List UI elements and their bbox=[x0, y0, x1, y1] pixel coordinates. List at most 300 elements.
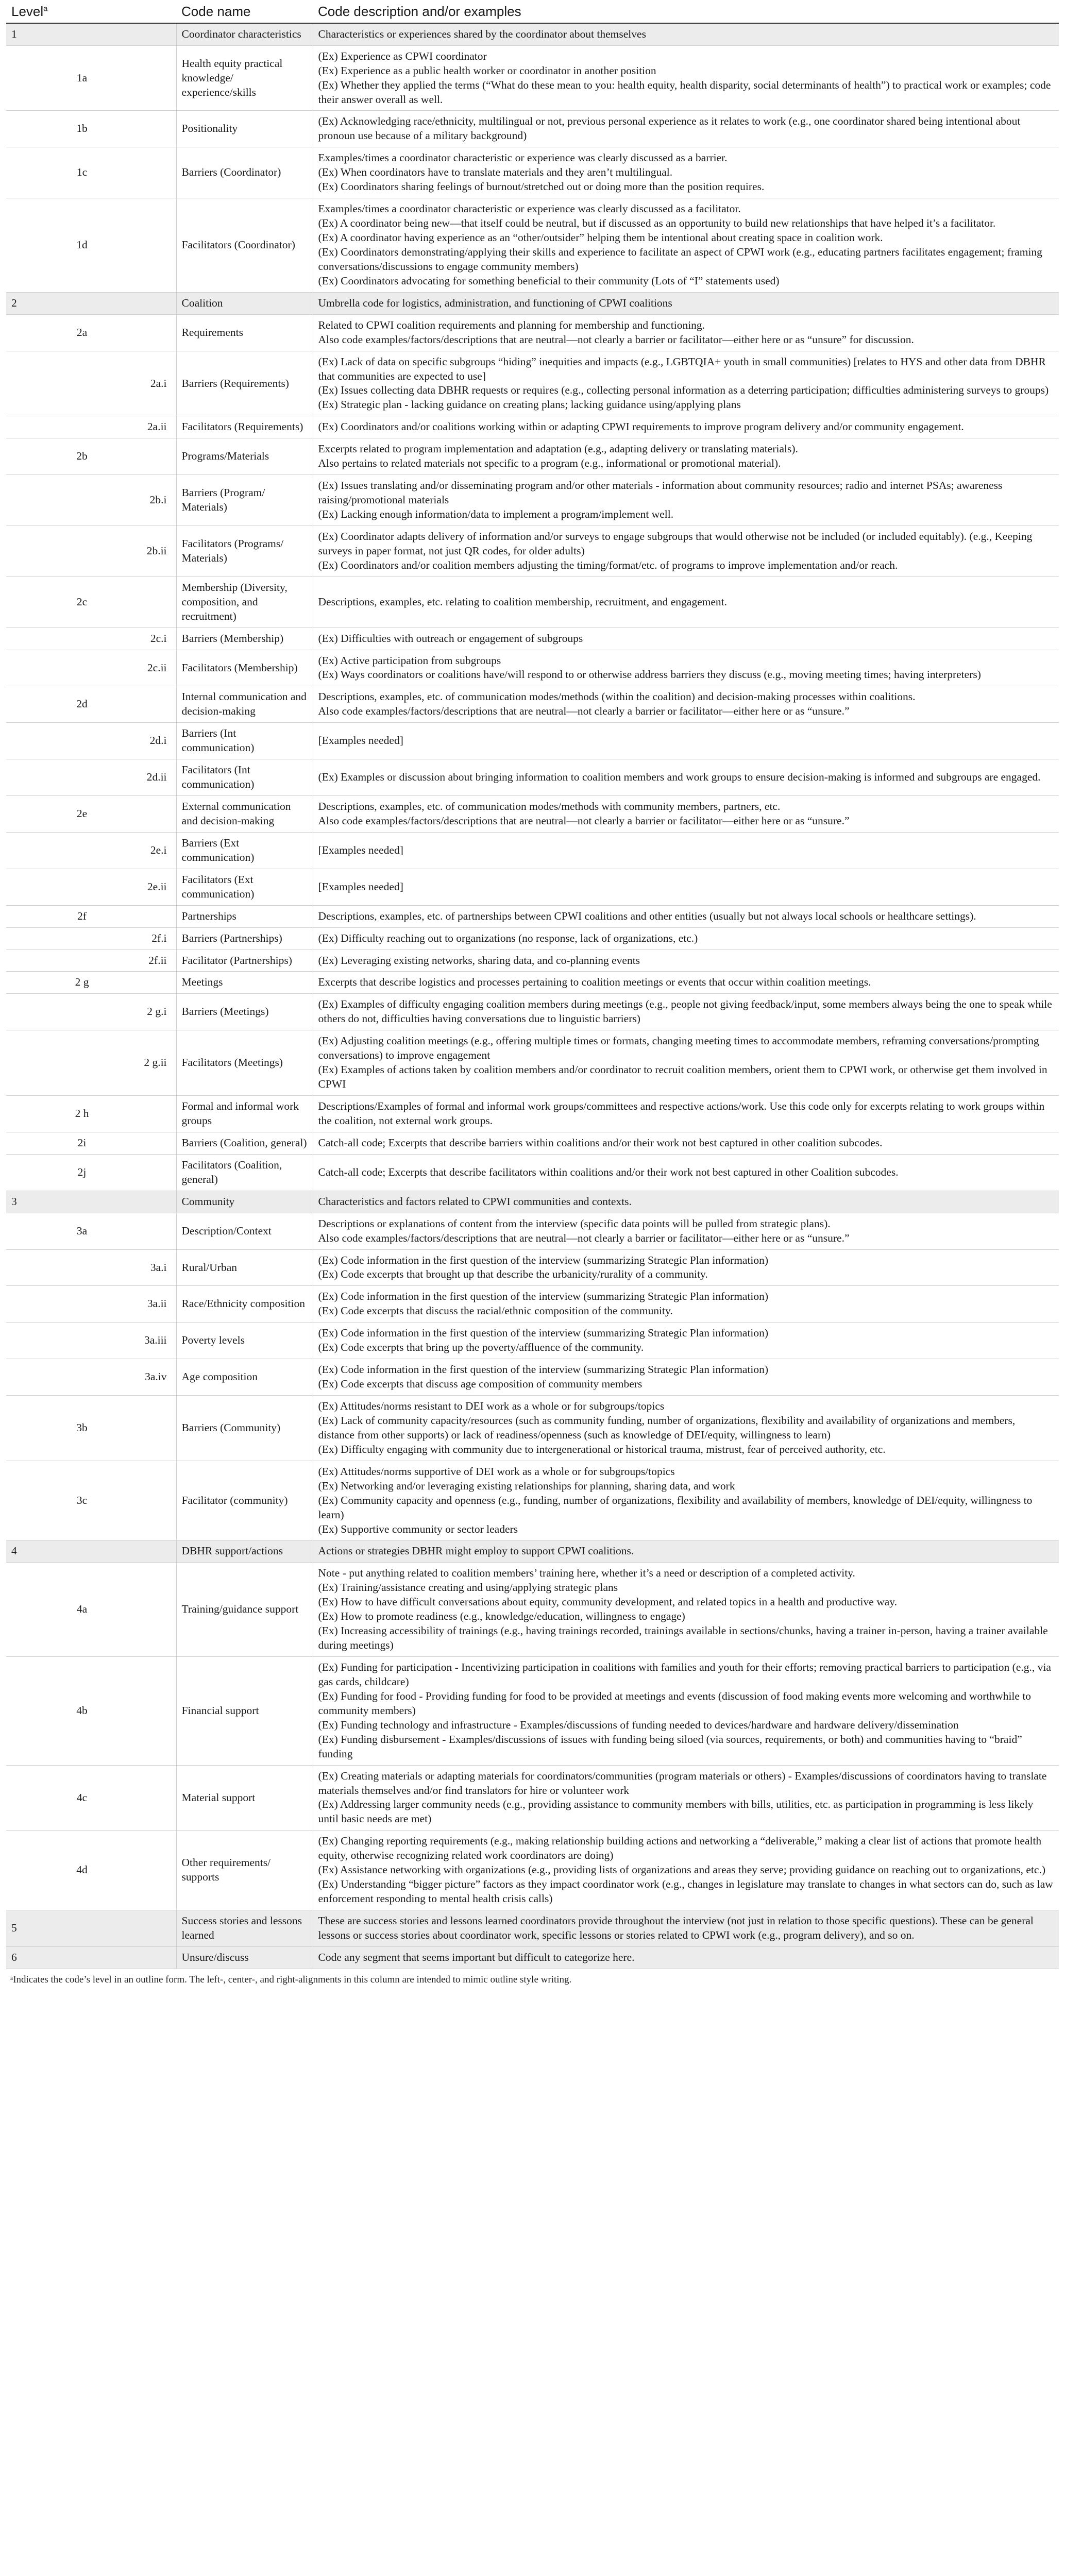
table-row bbox=[6, 1359, 1059, 1396]
code-name-cell: Health equity practical knowledge/ experience/skills bbox=[176, 45, 313, 111]
level-2-cell: 2d bbox=[56, 686, 108, 723]
level-2-cell: 3b bbox=[56, 1396, 108, 1461]
code-name-cell: Positionality bbox=[176, 111, 313, 147]
code-name-cell: Formal and informal work groups bbox=[176, 1096, 313, 1132]
code-description-cell bbox=[313, 950, 1059, 972]
code-description-cell bbox=[313, 1286, 1059, 1323]
level-3-cell: 2f.ii bbox=[108, 950, 176, 972]
code-name-cell: Other requirements/ supports bbox=[176, 1831, 313, 1910]
code-description-cell bbox=[313, 628, 1059, 650]
description-line: [Examples needed] bbox=[318, 880, 403, 893]
level-1-cell bbox=[6, 1765, 56, 1831]
description-line: (Ex) Coordinators sharing feelings of burnout/stretched out or doing more than the position requires. bbox=[318, 180, 765, 193]
level-2-cell: 4b bbox=[56, 1657, 108, 1766]
level-1-cell bbox=[6, 1132, 56, 1154]
description-line: (Ex) Issues translating and/or disseminating program and/or other materials - information about community resources; radio and internet PSAs; awareness raising/promotional materials bbox=[318, 479, 1003, 506]
level-3-cell bbox=[108, 577, 176, 628]
code-description-cell bbox=[313, 927, 1059, 950]
table-row bbox=[6, 1765, 1059, 1831]
description-line: (Ex) Code excerpts that brought up that describe the urbanicity/rurality of a community. bbox=[318, 1268, 708, 1281]
code-name-cell: Facilitator (community) bbox=[176, 1461, 313, 1540]
code-description-cell bbox=[313, 686, 1059, 723]
code-description-cell bbox=[313, 292, 1059, 314]
level-1-cell bbox=[6, 686, 56, 723]
level-3-cell bbox=[108, 147, 176, 198]
description-line: (Ex) Examples of actions taken by coalition members and/or coordinator to recruit coalition members, orient them to CPWI work, or otherwise get them involved in CPWI bbox=[318, 1063, 1047, 1091]
code-name-cell: Barriers (Requirements) bbox=[176, 351, 313, 416]
level-1-cell bbox=[6, 1657, 56, 1766]
level-3-cell: 2e.i bbox=[108, 832, 176, 869]
description-line: (Ex) Assistance networking with organizations (e.g., providing lists of organizations and areas they serve; providing guidance on reaching out to organizations, etc.) bbox=[318, 1863, 1046, 1876]
level-3-cell bbox=[108, 796, 176, 833]
header-code-name: Code name bbox=[176, 0, 313, 23]
description-line: Also code examples/factors/descriptions that are neutral—not clearly a barrier or facilitator—either here or as “unsure” for discussion. bbox=[318, 333, 914, 346]
code-description-cell bbox=[313, 1765, 1059, 1831]
description-line: (Ex) Increasing accessibility of trainings (e.g., having trainings recorded, trainings available in sections/chunks, having a trainer in-person, having a trainer available during meetings) bbox=[318, 1624, 1048, 1652]
level-2-cell: 1a bbox=[56, 45, 108, 111]
description-line: (Ex) Code information in the first question of the interview (summarizing Strategic Plan information) bbox=[318, 1253, 769, 1266]
level-1-cell bbox=[6, 832, 56, 869]
level-3-cell bbox=[108, 23, 176, 45]
description-line: (Ex) Community capacity and openness (e.g., funding, number of organizations, flexibility and availability of members, knowledge of DEI/equity, willingness to learn) bbox=[318, 1494, 1033, 1521]
level-3-cell bbox=[108, 198, 176, 293]
level-2-cell bbox=[56, 292, 108, 314]
code-description-cell bbox=[313, 1132, 1059, 1154]
level-1-cell bbox=[6, 314, 56, 351]
description-line: Catch-all code; Excerpts that describe barriers within coalitions and/or their work not best captured in other coalition subcodes. bbox=[318, 1136, 883, 1149]
description-line: (Ex) Coordinators and/or coalition members adjusting the timing/format/etc. of programs to improve implementation and/or reach. bbox=[318, 558, 898, 571]
description-line: Descriptions, examples, etc. of communication modes/methods (within the coalition) and decision-making processes within coalitions. bbox=[318, 690, 916, 703]
level-2-cell bbox=[56, 1323, 108, 1359]
code-name-cell: Facilitators (Requirements) bbox=[176, 416, 313, 438]
level-3-cell: 2b.i bbox=[108, 475, 176, 526]
level-3-cell: 2c.ii bbox=[108, 650, 176, 686]
code-name-cell: Barriers (Coalition, general) bbox=[176, 1132, 313, 1154]
description-line: Descriptions, examples, etc. of partnerships between CPWI coalitions and other entities (usually but not always local schools or healthcare settings). bbox=[318, 909, 976, 922]
level-2-cell: 3a bbox=[56, 1213, 108, 1249]
code-name-cell: Facilitators (Int communication) bbox=[176, 759, 313, 796]
level-1-cell bbox=[6, 438, 56, 475]
level-2-cell bbox=[56, 628, 108, 650]
description-line: (Ex) Experience as CPWI coordinator bbox=[318, 49, 487, 62]
level-1-cell bbox=[6, 628, 56, 650]
code-name-cell: Material support bbox=[176, 1765, 313, 1831]
code-name-cell: External communication and decision-making bbox=[176, 796, 313, 833]
description-line: (Ex) Difficulties with outreach or engagement of subgroups bbox=[318, 632, 583, 645]
description-line: These are success stories and lessons learned coordinators provide throughout the interview (not just in relation to those specific questions). These can be general lessons or success stories about coordinator work, specific lessons or stories related to CPWI work (e.g., program delivery), and so on. bbox=[318, 1914, 1034, 1941]
level-3-cell bbox=[108, 1132, 176, 1154]
table-row bbox=[6, 1946, 1059, 1969]
description-line: (Ex) Networking and/or leveraging existing relationships for planning, sharing data, and work bbox=[318, 1479, 735, 1492]
codebook-table bbox=[6, 0, 1059, 1969]
code-name-cell: Success stories and lessons learned bbox=[176, 1910, 313, 1947]
table-row bbox=[6, 351, 1059, 416]
table-row bbox=[6, 723, 1059, 759]
table-row bbox=[6, 759, 1059, 796]
level-3-cell bbox=[108, 1831, 176, 1910]
level-3-cell bbox=[108, 1910, 176, 1947]
table-row bbox=[6, 416, 1059, 438]
code-description-cell bbox=[313, 1657, 1059, 1766]
description-line: Characteristics and factors related to CPWI communities and contexts. bbox=[318, 1195, 632, 1208]
code-description-cell bbox=[313, 905, 1059, 927]
level-3-cell bbox=[108, 111, 176, 147]
table-header bbox=[6, 0, 1059, 23]
level-2-cell bbox=[56, 1191, 108, 1213]
description-line: (Ex) How to promote readiness (e.g., knowledge/education, willingness to engage) bbox=[318, 1610, 685, 1623]
description-line: (Ex) Issues collecting data DBHR requests or requires (e.g., collecting personal information as a deterring participation; difficulties administering surveys to groups) bbox=[318, 384, 1049, 397]
description-line: (Ex) Acknowledging race/ethnicity, multilingual or not, previous personal experience as it relates to work (e.g., one coordinator shared being intentional about pronoun use because of a military background) bbox=[318, 115, 1021, 142]
level-2-cell: 4c bbox=[56, 1765, 108, 1831]
code-name-cell: Facilitators (Ext communication) bbox=[176, 869, 313, 905]
description-line: (Ex) Coordinators and/or coalitions working within or adapting CPWI requirements to improve program delivery and/or community engagement. bbox=[318, 420, 964, 433]
level-3-cell bbox=[108, 1096, 176, 1132]
code-description-cell bbox=[313, 1563, 1059, 1657]
level-1-cell: 3 bbox=[6, 1191, 56, 1213]
level-1-cell bbox=[6, 1030, 56, 1096]
code-description-cell bbox=[313, 796, 1059, 833]
description-line: Characteristics or experiences shared by the coordinator about themselves bbox=[318, 27, 646, 40]
level-2-cell: 2j bbox=[56, 1154, 108, 1191]
level-2-cell bbox=[56, 526, 108, 577]
level-1-cell bbox=[6, 1249, 56, 1286]
table-row bbox=[6, 628, 1059, 650]
level-2-cell bbox=[56, 950, 108, 972]
level-2-cell bbox=[56, 1249, 108, 1286]
description-line: (Ex) Code excerpts that discuss age composition of community members bbox=[318, 1378, 643, 1391]
description-line: (Ex) Supportive community or sector leaders bbox=[318, 1522, 518, 1535]
description-line: (Ex) Leveraging existing networks, sharing data, and co-planning events bbox=[318, 954, 640, 967]
description-line: (Ex) Code excerpts that discuss the racial/ethnic composition of the community. bbox=[318, 1304, 673, 1317]
level-2-cell: 4d bbox=[56, 1831, 108, 1910]
code-description-cell bbox=[313, 1540, 1059, 1563]
description-line: (Ex) Adjusting coalition meetings (e.g., offering multiple times or formats, changing meeting times to accommodate members, reframing conversations/prompting conversations) to improve engagement bbox=[318, 1035, 1039, 1062]
code-description-cell bbox=[313, 1946, 1059, 1969]
description-line: (Ex) Code excerpts that bring up the poverty/affluence of the community. bbox=[318, 1341, 644, 1354]
table-row bbox=[6, 45, 1059, 111]
level-1-cell: 4 bbox=[6, 1540, 56, 1563]
code-name-cell: DBHR support/actions bbox=[176, 1540, 313, 1563]
level-3-cell: 2d.ii bbox=[108, 759, 176, 796]
level-1-cell bbox=[6, 1096, 56, 1132]
table-row bbox=[6, 23, 1059, 45]
code-description-cell bbox=[313, 1213, 1059, 1249]
table-row bbox=[6, 1396, 1059, 1461]
code-description-cell bbox=[313, 23, 1059, 45]
level-3-cell bbox=[108, 1563, 176, 1657]
level-1-cell bbox=[6, 994, 56, 1030]
description-line: Examples/times a coordinator characteristic or experience was clearly discussed as a barrier. bbox=[318, 151, 728, 164]
description-line: (Ex) Difficulty reaching out to organizations (no response, lack of organizations, etc.) bbox=[318, 931, 698, 944]
table-body bbox=[6, 23, 1059, 1969]
code-name-cell: Barriers (Meetings) bbox=[176, 994, 313, 1030]
code-name-cell: Facilitators (Meetings) bbox=[176, 1030, 313, 1096]
code-description-cell bbox=[313, 759, 1059, 796]
level-2-cell: 1b bbox=[56, 111, 108, 147]
description-line: Note - put anything related to coalition members’ training here, whether it’s a need or description of a completed activity. bbox=[318, 1567, 855, 1580]
code-description-cell bbox=[313, 1154, 1059, 1191]
description-line: Also code examples/factors/descriptions that are neutral—not clearly a barrier or facilitator—either here or as “unsure.” bbox=[318, 814, 850, 827]
level-2-cell bbox=[56, 994, 108, 1030]
header-level: Level$^a$ bbox=[6, 0, 176, 23]
level-1-cell bbox=[6, 1213, 56, 1249]
description-line: (Ex) Examples or discussion about bringing information to coalition members and work groups to ensure decision-making is informed and subgroups are engaged. bbox=[318, 771, 1041, 784]
table-row bbox=[6, 147, 1059, 198]
table-row bbox=[6, 1910, 1059, 1947]
table-row bbox=[6, 111, 1059, 147]
table-row bbox=[6, 1323, 1059, 1359]
code-name-cell: Training/guidance support bbox=[176, 1563, 313, 1657]
description-line: (Ex) Funding for food - Providing funding for food to be provided at meetings and events (discussion of food making events more welcoming and worthwhile to community members) bbox=[318, 1689, 1032, 1717]
level-3-cell bbox=[108, 314, 176, 351]
code-description-cell bbox=[313, 650, 1059, 686]
code-name-cell: Programs/Materials bbox=[176, 438, 313, 475]
table-row bbox=[6, 950, 1059, 972]
level-2-cell bbox=[56, 869, 108, 905]
table-row bbox=[6, 1540, 1059, 1563]
description-line: Also code examples/factors/descriptions that are neutral—not clearly a barrier or facilitator—either here or as “unsure.” bbox=[318, 705, 850, 718]
table-row bbox=[6, 292, 1059, 314]
description-line: Descriptions, examples, etc. of communication modes/methods with community members, partners, etc. bbox=[318, 800, 781, 813]
level-3-cell bbox=[108, 1946, 176, 1969]
code-name-cell: Unsure/discuss bbox=[176, 1946, 313, 1969]
code-description-cell bbox=[313, 1831, 1059, 1910]
description-line: (Ex) Strategic plan - lacking guidance on creating plans; lacking guidance using/applying plans bbox=[318, 398, 741, 411]
code-description-cell bbox=[313, 577, 1059, 628]
description-line: (Ex) A coordinator being new—that itself could be neutral, but if discussed as an opportunity to build new relationships that have helped it’s a facilitator. bbox=[318, 217, 996, 230]
level-2-cell bbox=[56, 1910, 108, 1947]
level-1-cell bbox=[6, 1323, 56, 1359]
level-3-cell: 2 g.ii bbox=[108, 1030, 176, 1096]
description-line: (Ex) Training/assistance creating and using/applying strategic plans bbox=[318, 1581, 618, 1594]
level-1-cell bbox=[6, 759, 56, 796]
code-name-cell: Barriers (Int communication) bbox=[176, 723, 313, 759]
description-line: (Ex) When coordinators have to translate materials and they aren’t multilingual. bbox=[318, 166, 673, 179]
code-description-cell bbox=[313, 526, 1059, 577]
code-description-cell bbox=[313, 147, 1059, 198]
description-line: (Ex) How to have difficult conversations about equity, community development, and related topics in a health and productive way. bbox=[318, 1596, 897, 1608]
description-line: Code any segment that seems important but difficult to categorize here. bbox=[318, 1951, 635, 1963]
level-2-cell: 4a bbox=[56, 1563, 108, 1657]
level-3-cell bbox=[108, 1396, 176, 1461]
level-3-cell: 2 g.i bbox=[108, 994, 176, 1030]
description-line: Related to CPWI coalition requirements and planning for membership and functioning. bbox=[318, 318, 705, 331]
table-row bbox=[6, 927, 1059, 950]
description-line: (Ex) Funding technology and infrastructure - Examples/discussions of funding needed to devices/hardware and hardware delivery/dissemination bbox=[318, 1718, 959, 1731]
table-row bbox=[6, 438, 1059, 475]
level-2-cell: 2c bbox=[56, 577, 108, 628]
table-row bbox=[6, 1096, 1059, 1132]
level-2-cell: 2 g bbox=[56, 972, 108, 994]
level-1-cell bbox=[6, 45, 56, 111]
level-2-cell: 2a bbox=[56, 314, 108, 351]
code-description-cell bbox=[313, 1249, 1059, 1286]
level-3-cell bbox=[108, 292, 176, 314]
code-description-cell bbox=[313, 438, 1059, 475]
description-line: Excerpts related to program implementation and adaptation (e.g., adapting delivery or translating materials). bbox=[318, 443, 798, 455]
code-name-cell: Age composition bbox=[176, 1359, 313, 1396]
level-2-cell bbox=[56, 927, 108, 950]
table-row bbox=[6, 1563, 1059, 1657]
description-line: Excerpts that describe logistics and processes pertaining to coalition meetings or events that occur within coalition meetings. bbox=[318, 976, 871, 989]
level-1-cell: 5 bbox=[6, 1910, 56, 1947]
level-1-cell bbox=[6, 198, 56, 293]
level-2-cell bbox=[56, 832, 108, 869]
table-row bbox=[6, 526, 1059, 577]
code-description-cell bbox=[313, 972, 1059, 994]
code-description-cell bbox=[313, 416, 1059, 438]
code-description-cell bbox=[313, 1461, 1059, 1540]
table-row bbox=[6, 972, 1059, 994]
level-3-cell: 3a.iv bbox=[108, 1359, 176, 1396]
level-1-cell bbox=[6, 351, 56, 416]
code-name-cell: Barriers (Coordinator) bbox=[176, 147, 313, 198]
code-name-cell: Partnerships bbox=[176, 905, 313, 927]
code-description-cell bbox=[313, 1030, 1059, 1096]
level-3-cell: 3a.iii bbox=[108, 1323, 176, 1359]
level-1-cell bbox=[6, 869, 56, 905]
code-description-cell bbox=[313, 1910, 1059, 1947]
description-line: Descriptions/Examples of formal and informal work groups/committees and respective actions/work. Use this code only for excerpts relating to work groups within the coalition, not external work groups. bbox=[318, 1100, 1045, 1127]
table-footnote: ᵃIndicates the code’s level in an outline form. The left-, center-, and right-alignments in this column are intended to mimic outline style writing. bbox=[10, 1974, 572, 1985]
level-1-cell bbox=[6, 1831, 56, 1910]
level-1-cell bbox=[6, 111, 56, 147]
level-1-cell bbox=[6, 927, 56, 950]
level-2-cell: 2 h bbox=[56, 1096, 108, 1132]
level-3-cell bbox=[108, 438, 176, 475]
level-1-cell bbox=[6, 577, 56, 628]
code-name-cell: Facilitators (Coalition, general) bbox=[176, 1154, 313, 1191]
code-description-cell bbox=[313, 1396, 1059, 1461]
table-row bbox=[6, 1831, 1059, 1910]
level-1-cell: 6 bbox=[6, 1946, 56, 1969]
code-description-cell bbox=[313, 198, 1059, 293]
description-line: Actions or strategies DBHR might employ to support CPWI coalitions. bbox=[318, 1545, 634, 1557]
table-row bbox=[6, 1132, 1059, 1154]
level-1-cell bbox=[6, 650, 56, 686]
level-3-cell: 2f.i bbox=[108, 927, 176, 950]
level-3-cell bbox=[108, 905, 176, 927]
description-line: (Ex) Difficulty engaging with community due to intergenerational or historical trauma, mistrust, fear of perceived authority, etc. bbox=[318, 1443, 886, 1455]
code-description-cell bbox=[313, 994, 1059, 1030]
level-3-cell bbox=[108, 1191, 176, 1213]
code-name-cell: Requirements bbox=[176, 314, 313, 351]
table-row bbox=[6, 1030, 1059, 1096]
table-row bbox=[6, 832, 1059, 869]
description-line: (Ex) Understanding “bigger picture” factors as they impact coordinator work (e.g., changes in legislature may translate to changes in what sectors can do, such as law enforcement responding to mental health crisis calls) bbox=[318, 1878, 1053, 1905]
description-line: (Ex) Funding for participation - Incentivizing participation in coalitions with families and youth for their efforts; removing practical barriers to participation (e.g., via gas cards, childcare) bbox=[318, 1661, 1051, 1688]
description-line: (Ex) Funding disbursement - Examples/discussions of issues with funding being siloed (via sources, requirements, or both) and communities having to “braid” funding bbox=[318, 1733, 1022, 1760]
description-line: (Ex) A coordinator having experience as an “other/outsider” helping them be intentional about creating space in coalition work. bbox=[318, 231, 883, 244]
code-name-cell: Internal communication and decision-making bbox=[176, 686, 313, 723]
level-2-cell bbox=[56, 1946, 108, 1969]
level-3-cell bbox=[108, 686, 176, 723]
level-1-cell bbox=[6, 1396, 56, 1461]
level-2-cell bbox=[56, 1286, 108, 1323]
table-row bbox=[6, 1249, 1059, 1286]
code-name-cell: Community bbox=[176, 1191, 313, 1213]
table-row bbox=[6, 686, 1059, 723]
code-name-cell: Meetings bbox=[176, 972, 313, 994]
table-row bbox=[6, 1213, 1059, 1249]
level-2-cell bbox=[56, 723, 108, 759]
level-3-cell bbox=[108, 1154, 176, 1191]
description-line: (Ex) Whether they applied the terms (“What do these mean to you: health equity, health disparity, social determinants of health”) to practical work or examples; code their answer overall as well. bbox=[318, 78, 1051, 106]
table-row bbox=[6, 796, 1059, 833]
table-row bbox=[6, 1657, 1059, 1766]
description-line: Examples/times a coordinator characteristic or experience was clearly discussed as a facilitator. bbox=[318, 202, 741, 215]
table-row bbox=[6, 1191, 1059, 1213]
description-line: [Examples needed] bbox=[318, 734, 403, 747]
description-line: (Ex) Creating materials or adapting materials for coordinators/communities (program materials or others) - Examples/discussions of coordinators having to translate materials themselves and/or find translators for hire or volunteer work bbox=[318, 1769, 1047, 1797]
level-1-cell bbox=[6, 1359, 56, 1396]
description-line: Descriptions or explanations of content from the interview (specific data points will be pulled from strategic plans). bbox=[318, 1217, 831, 1230]
level-1-cell bbox=[6, 905, 56, 927]
code-name-cell: Facilitators (Programs/ Materials) bbox=[176, 526, 313, 577]
code-description-cell bbox=[313, 475, 1059, 526]
level-2-cell bbox=[56, 416, 108, 438]
level-3-cell: 2c.i bbox=[108, 628, 176, 650]
code-name-cell: Coordinator characteristics bbox=[176, 23, 313, 45]
level-3-cell bbox=[108, 1213, 176, 1249]
code-description-cell bbox=[313, 723, 1059, 759]
code-name-cell: Facilitators (Membership) bbox=[176, 650, 313, 686]
table-row bbox=[6, 314, 1059, 351]
description-line: (Ex) Lacking enough information/data to implement a program/implement well. bbox=[318, 508, 674, 521]
level-3-cell bbox=[108, 1765, 176, 1831]
description-line: (Ex) Examples of difficulty engaging coalition members during meetings (e.g., people not giving feedback/input, some members always being the one to speak while others do not, difficulties having conversations due to linguistic barriers) bbox=[318, 998, 1052, 1025]
level-1-cell bbox=[6, 1286, 56, 1323]
description-line: (Ex) Experience as a public health worker or coordinator in another position bbox=[318, 64, 656, 77]
table-row bbox=[6, 1461, 1059, 1540]
description-line: (Ex) Attitudes/norms supportive of DEI work as a whole or for subgroups/topics bbox=[318, 1465, 675, 1478]
description-line: (Ex) Code information in the first question of the interview (summarizing Strategic Plan information) bbox=[318, 1363, 769, 1376]
level-2-cell: 2b bbox=[56, 438, 108, 475]
level-3-cell bbox=[108, 45, 176, 111]
level-2-cell bbox=[56, 475, 108, 526]
level-2-cell: 1d bbox=[56, 198, 108, 293]
level-1-cell: 2 bbox=[6, 292, 56, 314]
table-row bbox=[6, 198, 1059, 293]
description-line: Catch-all code; Excerpts that describe facilitators within coalitions and/or their work not best captured in other Coalition subcodes. bbox=[318, 1165, 899, 1178]
level-3-cell: 2b.ii bbox=[108, 526, 176, 577]
description-line: [Examples needed] bbox=[318, 843, 403, 856]
level-1-cell bbox=[6, 1461, 56, 1540]
level-2-cell bbox=[56, 759, 108, 796]
description-line: (Ex) Coordinators advocating for something beneficial to their community (Lots of “I” statements used) bbox=[318, 274, 780, 287]
code-description-cell bbox=[313, 832, 1059, 869]
level-3-cell: 3a.i bbox=[108, 1249, 176, 1286]
description-line: (Ex) Coordinators demonstrating/applying their skills and experience to facilitate an aspect of CPWI work (e.g., educating partners facilitates engagement; framing conversations/discussions to engage community members) bbox=[318, 245, 1042, 273]
code-description-cell bbox=[313, 869, 1059, 905]
level-1-cell bbox=[6, 972, 56, 994]
description-line: (Ex) Addressing larger community needs (e.g., providing assistance to community members with bills, utilities, etc. as participation in programming is less likely until basic needs are met) bbox=[318, 1798, 1034, 1825]
level-2-cell: 2e bbox=[56, 796, 108, 833]
table-row bbox=[6, 869, 1059, 905]
level-3-cell bbox=[108, 1657, 176, 1766]
code-name-cell: Race/Ethnicity composition bbox=[176, 1286, 313, 1323]
description-line: (Ex) Attitudes/norms resistant to DEI work as a whole or for subgroups/topics bbox=[318, 1400, 665, 1413]
level-2-cell: 1c bbox=[56, 147, 108, 198]
level-1-cell bbox=[6, 1154, 56, 1191]
code-name-cell: Coalition bbox=[176, 292, 313, 314]
description-line: (Ex) Lack of data on specific subgroups “hiding” inequities and impacts (e.g., LGBTQIA+ youth in small communities) [relates to HYS and other data from DBHR that communities are expected to use] bbox=[318, 355, 1046, 382]
code-name-cell: Description/Context bbox=[176, 1213, 313, 1249]
level-1-cell bbox=[6, 147, 56, 198]
code-description-cell bbox=[313, 351, 1059, 416]
description-line: Umbrella code for logistics, administration, and functioning of CPWI coalitions bbox=[318, 296, 672, 309]
table-row bbox=[6, 1286, 1059, 1323]
